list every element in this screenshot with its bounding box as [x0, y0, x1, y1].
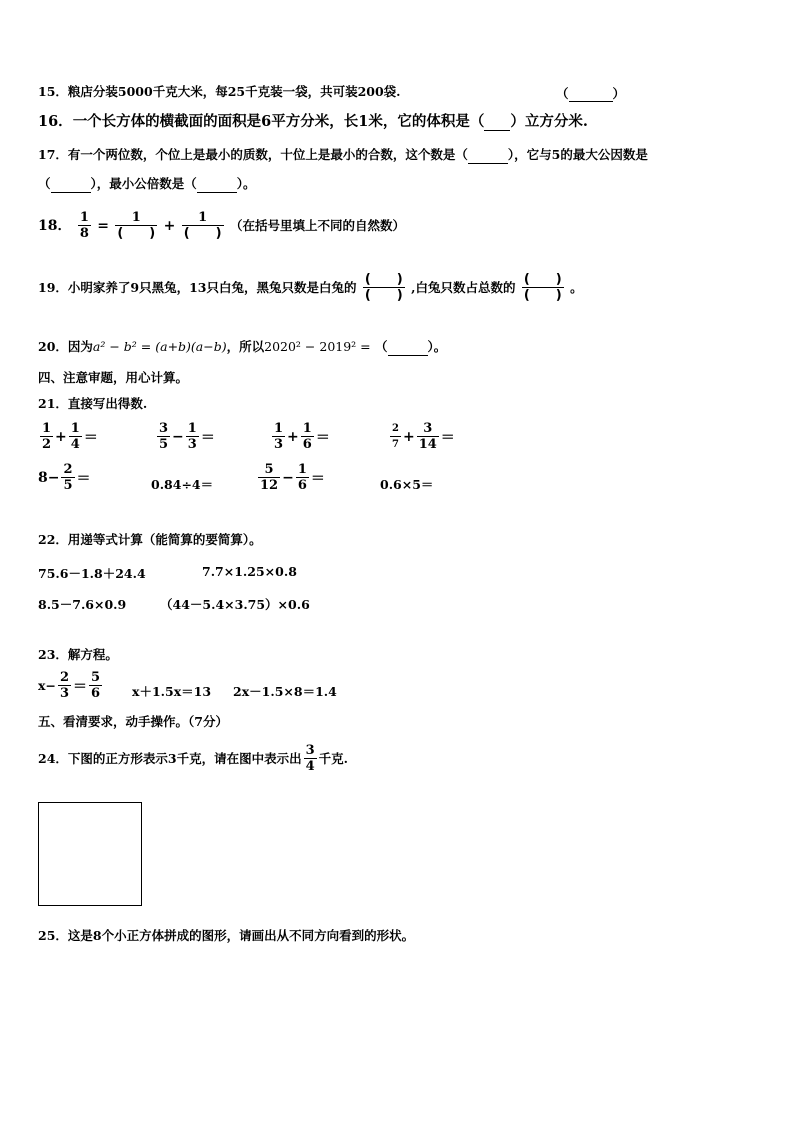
calc-21-8: 0.6×5＝: [380, 477, 434, 492]
question-15: 15．粮店分装5000千克大米，每25千克装一袋，共可装200袋.: [38, 84, 401, 99]
calc-22-4: （44－5.4×3.75）×0.6: [160, 597, 310, 612]
fraction-blank-2[interactable]: $\frac{1}{( )}$: [183, 210, 222, 241]
calc-21-1: $\frac{1}{2}$ + $\frac{1}{4}$ ＝: [42, 421, 98, 452]
question-17-cont: （ ），最小公倍数是（ ）。: [38, 176, 256, 191]
question-24: 24．下图的正方形表示3千克，请在图中表示出 $\frac{3}{4}$ 千克.: [38, 743, 349, 774]
fraction-blank-19a[interactable]: $\frac{( )}{( )}$: [364, 272, 403, 303]
calc-21-6: 0.84÷4＝: [151, 477, 214, 492]
answer-blank-20[interactable]: [388, 339, 428, 356]
equation-23-3: 2x－1.5×8＝1.4: [233, 684, 337, 699]
question-25: 25．这是8个小正方体拼成的图形，请画出从不同方向看到的形状。: [38, 928, 415, 943]
fraction-blank-19b[interactable]: $\frac{( )}{( )}$: [523, 272, 562, 303]
expression-2020: 2020² − 2019² =: [264, 339, 371, 354]
question-20: 20．因为a² − b² = (a+b)(a−b)，所以2020² − 2019² = （ ）。: [38, 339, 447, 354]
calc-22-1: 75.6－1.8＋24.4: [38, 566, 146, 581]
section-4-title: 四、注意审题，用心计算。: [38, 370, 189, 385]
calc-22-2: 7.7×1.25×0.8: [202, 564, 297, 579]
section-5-title: 五、看清要求，动手操作。（7分）: [38, 714, 228, 729]
answer-blank-16[interactable]: [484, 114, 510, 131]
question-21: 21．直接写出得数.: [38, 396, 148, 411]
fraction-1-8: $\frac{1}{8}$: [79, 210, 89, 241]
calc-22-3: 8.5－7.6×0.9: [38, 597, 127, 612]
question-22: 22．用递等式计算（能简算的要简算）。: [38, 532, 262, 547]
question-16: 16．一个长方体的横截面的面积是6平方分米，长1米，它的体积是（ ）立方分米.: [38, 113, 588, 130]
equation-23-2: x＋1.5x＝13: [132, 684, 212, 699]
equation-23-1: x− $\frac{2}{3}$ ＝ $\frac{5}{6}$: [38, 670, 101, 701]
calc-21-7: $\frac{5}{12}$ − $\frac{1}{6}$ ＝: [260, 462, 325, 493]
calc-21-3: $\frac{1}{3}$ + $\frac{1}{6}$ ＝: [274, 421, 330, 452]
question-19: 19．小明家养了9只黑兔，13只白兔，黑兔只数是白兔的 $\frac{( )}{( )}$ ,白兔只数占总数的 $\frac{( )}{( )}$ 。: [38, 272, 583, 303]
answer-blank-15[interactable]: （ ）: [556, 86, 626, 101]
fraction-blank-1[interactable]: $\frac{1}{( )}$: [117, 210, 156, 241]
identity-formula: a² − b² = (a+b)(a−b): [92, 339, 227, 354]
calc-21-4: $\frac{2}{7}$ + $\frac{3}{14}$ ＝: [392, 421, 455, 452]
square-drawing-area[interactable]: [38, 802, 142, 906]
answer-blank-17c[interactable]: [197, 176, 237, 193]
answer-blank-17b[interactable]: [51, 176, 91, 193]
calc-21-2: $\frac{3}{5}$ − $\frac{1}{3}$ ＝: [159, 421, 215, 452]
question-18: 18． $\frac{1}{8}$ = $\frac{1}{( )}$ + $\frac{1}{( )}$ （在括号里填上不同的自然数）: [38, 210, 405, 241]
answer-blank-17a[interactable]: [468, 147, 508, 164]
question-23: 23．解方程。: [38, 647, 118, 662]
calc-21-5: 8− $\frac{2}{5}$ ＝: [38, 462, 91, 493]
question-17: 17．有一个两位数，个位上是最小的质数，十位上是最小的合数，这个数是（ ），它与5的最大公因数是: [38, 147, 648, 162]
